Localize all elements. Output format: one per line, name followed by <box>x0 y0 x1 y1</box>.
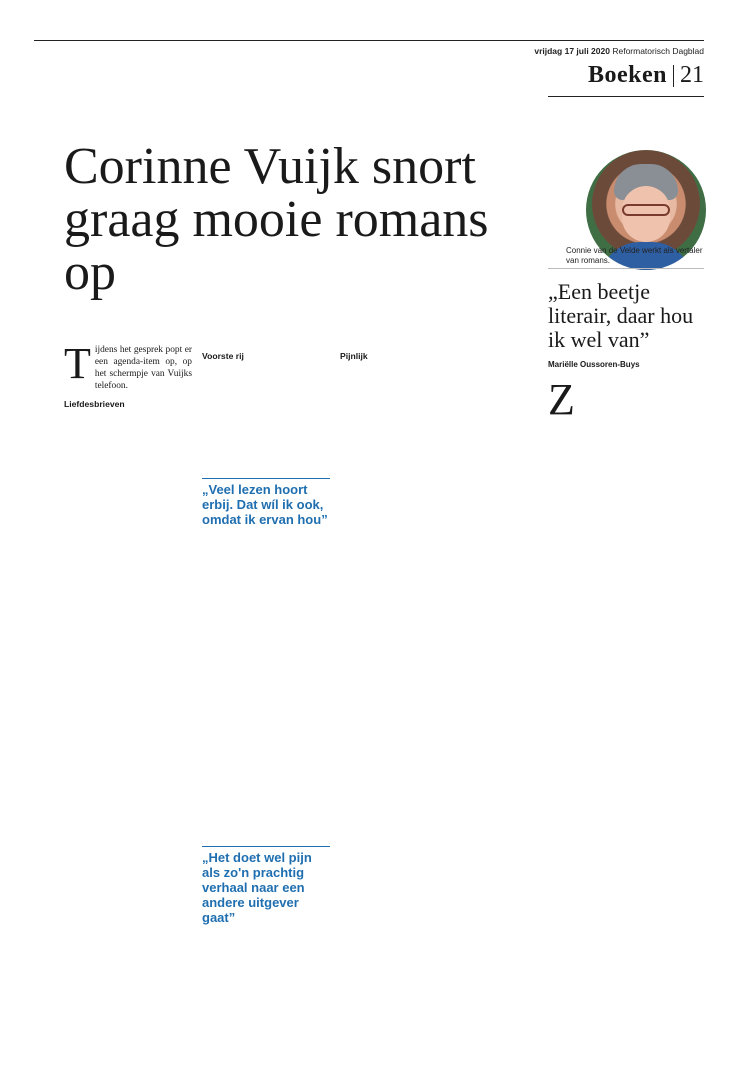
section-header <box>588 62 704 89</box>
subhead-liefdesbrieven: Liefdesbrieven <box>64 399 125 410</box>
byline: Mariëlle Oussoren-Buys <box>548 360 640 369</box>
section-name: Boeken <box>587 62 667 88</box>
article-column-2 <box>202 344 330 1044</box>
top-rule <box>34 40 704 41</box>
section-divider <box>673 65 674 87</box>
page-title: Corinne Vuijk snort graag mooie romans op <box>64 138 489 302</box>
page-number: 21 <box>680 62 704 88</box>
subhead-pijnlijk: Pijnlijk <box>340 351 368 361</box>
section-rule <box>548 96 704 97</box>
pull-quote-rule <box>202 846 330 847</box>
drop-cap: T <box>64 344 91 388</box>
article-column-1 <box>64 344 192 1044</box>
photo-caption: Connie van de Velde werkt als vertaler van romans. <box>566 246 703 265</box>
dateline <box>534 46 704 56</box>
pull-quote-text: „Veel lezen hoort erbij. Dat wíl ik ook, omdat ik ervan hou” <box>202 482 328 527</box>
paper-name: Reformatorisch Dagblad <box>612 46 704 56</box>
article-column-3 <box>340 344 468 1044</box>
date: vrijdag 17 juli 2020 <box>534 46 610 56</box>
subhead-voorste-rij: Voorste rij <box>202 351 244 361</box>
portrait-glasses <box>622 204 670 216</box>
caption-rule <box>548 268 704 269</box>
pull-quote-rule <box>202 478 330 479</box>
pull-quote-1 <box>202 478 330 528</box>
paragraph: ijdens het gesprek popt er een agenda-item op, op het schermpje van Vuijks telefoon. <box>94 345 192 392</box>
pull-quote-2 <box>202 846 330 926</box>
sidebar-title: „Een beetje literair, daar hou ik wel van” <box>548 279 694 353</box>
sidebar-column <box>548 380 706 1044</box>
pull-quote-text: „Het doet wel pijn als zo'n prachtig verhaal naar een andere uitgever gaat” <box>202 850 312 925</box>
drop-cap: Z <box>548 380 575 424</box>
